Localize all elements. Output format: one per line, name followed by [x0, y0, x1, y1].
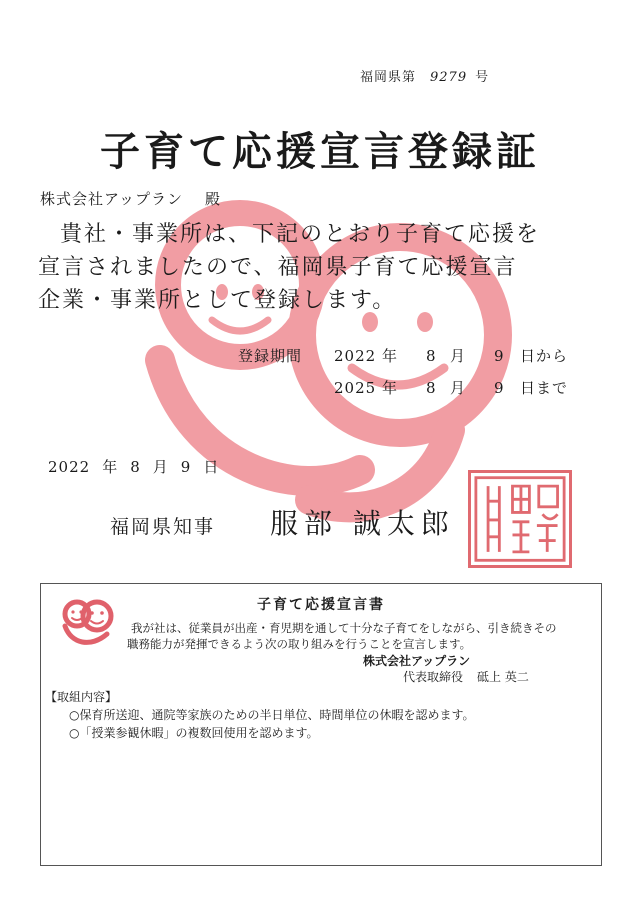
- year-unit: 年: [382, 347, 399, 365]
- declaration-text: [127, 620, 593, 652]
- rep-title: 代表取締役: [403, 670, 464, 684]
- issue-day-unit: 日: [203, 458, 220, 476]
- initiatives-heading: 【取組内容】: [45, 690, 118, 704]
- reg-suffix: 号: [475, 70, 490, 85]
- initiatives-list: [69, 706, 475, 742]
- year-unit: 年: [382, 379, 399, 397]
- start-day: 9: [494, 347, 505, 365]
- end-month: 8: [426, 379, 437, 397]
- declaration-line: 我が社は、従業員が出産・育児期を通して十分な子育てをしながら、引き続きその: [131, 621, 557, 635]
- declaration-company: 株式会社アップラン: [363, 654, 471, 668]
- honorific: 殿: [204, 190, 221, 208]
- period-label: 登録期間: [238, 347, 303, 365]
- period-end-row: [238, 377, 568, 409]
- issue-year-unit: 年: [102, 458, 119, 476]
- reg-prefix: 福岡県第: [360, 70, 417, 85]
- reg-number-value: 9279: [430, 70, 468, 85]
- declaration-box: [40, 583, 602, 866]
- registration-number: [360, 66, 489, 85]
- period-start-row: [238, 345, 568, 377]
- declaration-title: 子育て応援宣言書: [257, 597, 385, 613]
- month-unit: 月: [450, 347, 467, 365]
- issue-month: 8: [130, 458, 141, 476]
- body-line: 企業・事業所として登録します。: [38, 288, 397, 313]
- declaration-line: 職務能力が発揮できるよう次の取り組みを行うことを宣言します。: [127, 637, 472, 651]
- list-item: ○保育所送迎、通院等家族のための半日単位、時間単位の休暇を認めます。: [69, 708, 475, 722]
- body-line: 宣言されましたので、福岡県子育て応援宣言: [38, 255, 518, 280]
- issue-year: 2022: [48, 458, 91, 476]
- start-month: 8: [426, 347, 437, 365]
- addressee: [40, 188, 221, 209]
- end-year: 2025: [334, 379, 377, 397]
- end-suffix: 日まで: [520, 379, 569, 397]
- governor-name: 服部 誠太郎: [270, 507, 455, 540]
- issue-date: [48, 456, 231, 477]
- certificate-title: 子育て応援宣言登録証: [100, 128, 540, 175]
- company-name: 株式会社アップラン: [40, 190, 183, 208]
- issue-day: 9: [180, 458, 192, 476]
- certificate-body: [38, 218, 608, 317]
- official-seal-icon: [468, 470, 572, 568]
- start-suffix: 日から: [520, 347, 569, 365]
- issue-month-unit: 月: [152, 458, 169, 476]
- end-day: 9: [494, 379, 505, 397]
- list-item: ○「授業参観休暇」の複数回使用を認めます。: [69, 726, 319, 740]
- governor-title: 福岡県知事: [110, 516, 216, 538]
- registration-period: [238, 345, 568, 409]
- body-line: 貴社・事業所は、下記のとおり子育て応援を: [60, 222, 541, 247]
- declaration-representative: [403, 668, 529, 685]
- rep-name: 砥上 英二: [477, 670, 529, 684]
- month-unit: 月: [450, 379, 467, 397]
- start-year: 2022: [334, 347, 377, 365]
